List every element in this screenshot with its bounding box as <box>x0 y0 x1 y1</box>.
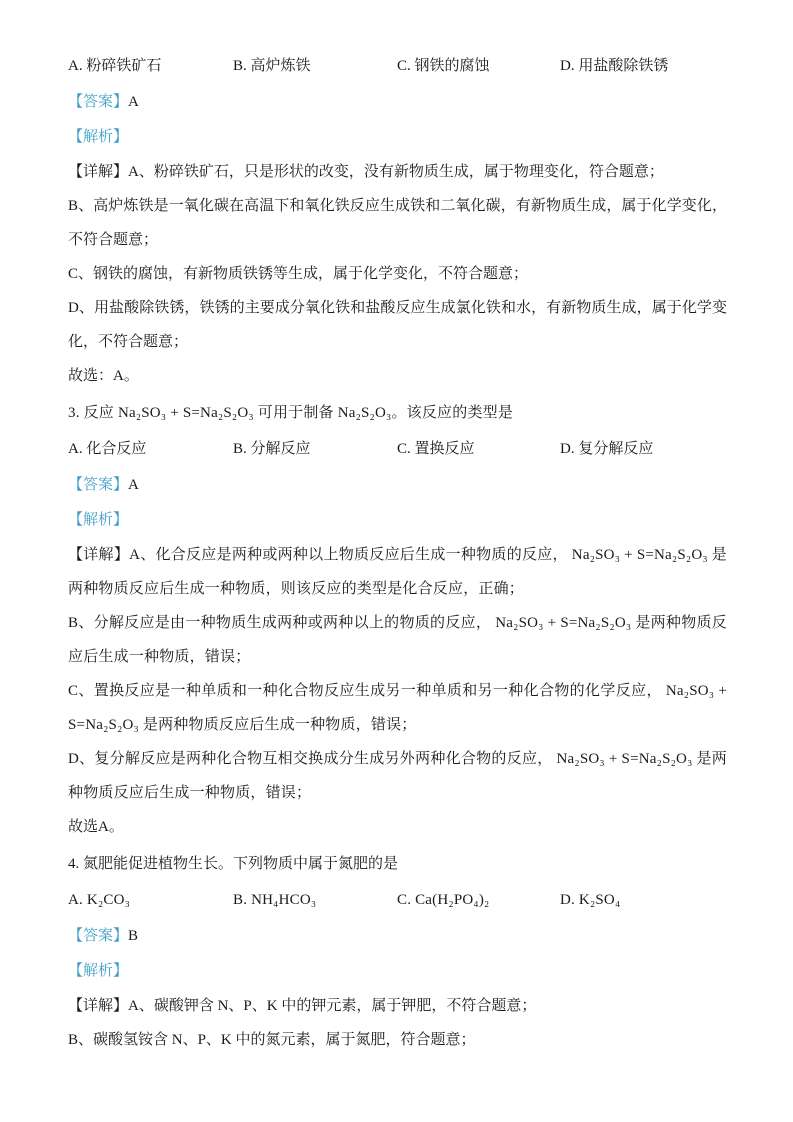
q2-detail-a: 【详解】A、粉碎铁矿石，只是形状的改变，没有新物质生成，属于物理变化，符合题意； <box>68 164 664 180</box>
q2-option-a: A. 粉碎铁矿石 <box>68 58 162 74</box>
q4-options-row <box>68 882 727 918</box>
q4-analysis-label: 【解析】 <box>68 963 129 979</box>
q3-detail-d: D、复分解反应是两种化合物互相交换成分生成另外两种化合物的反应， Na₂SO₃ + S=Na₂S₂O₃ 是两种物质反应后生成一种物质，错误； <box>68 751 727 801</box>
q3-conclusion: 故选A。 <box>68 819 124 835</box>
q2-detail-d: D、用盐酸除铁锈，铁锈的主要成分氧化铁和盐酸反应生成氯化铁和水，有新物质生成，属于化学变化，不符合题意； <box>68 300 727 350</box>
q2-answer-value: A <box>128 94 139 110</box>
q4-answer-value: B <box>128 928 139 944</box>
q3-detail-b: B、分解反应是由一种物质生成两种或两种以上的物质的反应， Na₂SO₃ + S=Na₂S₂O₃ 是两种物质反应后生成一种物质，错误； <box>68 615 727 665</box>
q2-option-d: D. 用盐酸除铁锈 <box>560 58 669 74</box>
q4-option-c: C. Ca(H₂PO₄)₂ <box>397 892 490 908</box>
q2-option-b: B. 高炉炼铁 <box>233 58 311 74</box>
q3-answer-label: 【答案】 <box>68 477 129 493</box>
q2-analysis-label: 【解析】 <box>68 129 129 145</box>
q2-detail-c: C、钢铁的腐蚀，有新物质铁锈等生成，属于化学变化，不符合题意； <box>68 266 529 282</box>
q4-detail-b: B、碳酸氢铵含 N、P、K 中的氮元素，属于氮肥，符合题意； <box>68 1032 476 1048</box>
q3-stem: 3. 反应 Na₂SO₃ + S=Na₂S₂O₃ 可用于制备 Na₂S₂O₃。该反应的类型是 <box>68 405 514 421</box>
q2-option-c: C. 钢铁的腐蚀 <box>397 58 490 74</box>
q4-stem: 4. 氮肥能促进植物生长。下列物质中属于氮肥的是 <box>68 856 399 872</box>
q4-detail-a: 【详解】A、碳酸钾含 N、P、K 中的钾元素，属于钾肥，不符合题意； <box>68 998 537 1014</box>
q2-options-row <box>68 48 727 84</box>
q3-analysis-label: 【解析】 <box>68 512 129 528</box>
q3-detail-a: 【详解】A、化合反应是两种或两种以上物质反应后生成一种物质的反应， Na₂SO₃ + S=Na₂S₂O₃ 是两种物质反应后生成一种物质，则该反应的类型是化合反应，正确； <box>68 547 727 597</box>
q2-detail-b: B、高炉炼铁是一氧化碳在高温下和氧化铁反应生成铁和二氧化碳，有新物质生成，属于化学变化，不符合题意； <box>68 198 727 248</box>
q4-option-a: A. K₂CO₃ <box>68 892 131 908</box>
q2-answer-line <box>68 85 727 119</box>
q4-answer-label: 【答案】 <box>68 928 129 944</box>
q3-options-row <box>68 431 727 467</box>
q2-analysis-line <box>68 120 727 154</box>
q3-answer-value: A <box>128 477 139 493</box>
q4-analysis-line <box>68 954 727 988</box>
q2-conclusion: 故选：A。 <box>68 368 139 384</box>
q4-option-d: D. K₂SO₄ <box>560 892 621 908</box>
q3-detail-c: C、置换反应是一种单质和一种化合物反应生成另一种单质和另一种化合物的化学反应， Na₂SO₃ + S=Na₂S₂O₃ 是两种物质反应后生成一种物质，错误； <box>68 683 727 733</box>
q4-option-b: B. NH₄HCO₃ <box>233 892 317 908</box>
q3-analysis-line <box>68 503 727 537</box>
q3-option-a: A. 化合反应 <box>68 441 147 457</box>
q2-answer-label: 【答案】 <box>68 94 129 110</box>
q3-option-b: B. 分解反应 <box>233 441 311 457</box>
q4-answer-line <box>68 919 727 953</box>
q3-option-c: C. 置换反应 <box>397 441 475 457</box>
q3-answer-line <box>68 468 727 502</box>
q3-option-d: D. 复分解反应 <box>560 441 654 457</box>
